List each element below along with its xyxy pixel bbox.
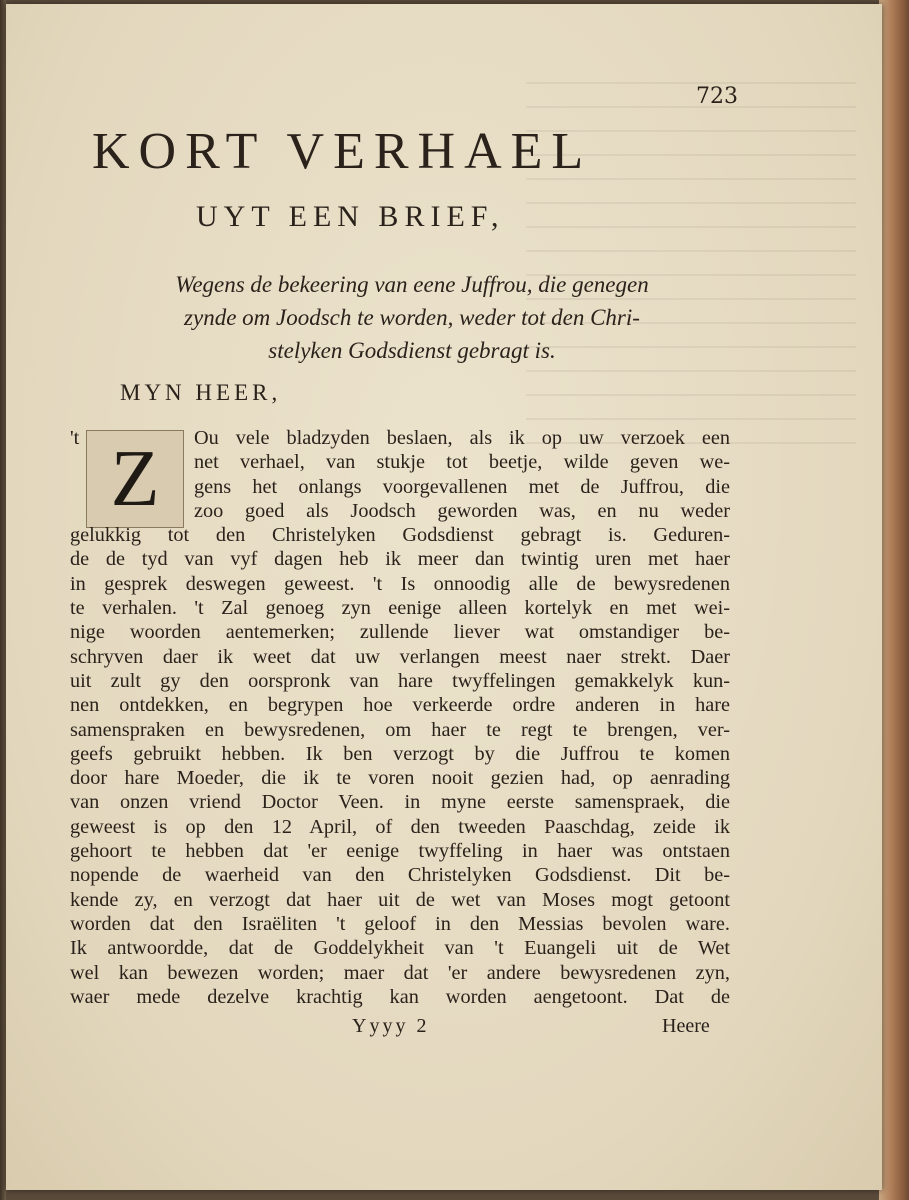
salutation: MYN HEER, bbox=[120, 380, 282, 405]
body-line: nige woorden aentemerken; zullende liever wat omstandiger be- bbox=[70, 621, 730, 644]
page-title: KORT VERHAEL bbox=[92, 123, 593, 180]
body-line: gens het onlangs voorgevallenen met de Juffrou, die bbox=[194, 475, 730, 498]
body-line: nopende de waerheid van den Christelyken Godsdienst. Dit be- bbox=[70, 864, 730, 887]
body-line: wel kan bewezen worden; maer dat 'er andere bewysredenen zyn, bbox=[70, 961, 730, 984]
book-page-edges bbox=[879, 0, 909, 1200]
body-line: geefs gebruikt hebben. Ik ben verzogt by die Juffrou te komen bbox=[70, 742, 730, 765]
signature-mark: Yyyy 2 bbox=[352, 1015, 430, 1037]
decorated-initial-letter: Z bbox=[110, 435, 160, 523]
body-line: nen ontdekken, en begrypen hoe verkeerde ordre anderen in hare bbox=[70, 694, 730, 717]
body-line: de de tyd van vyf dagen heb ik meer dan twintig uren met haer bbox=[70, 548, 730, 571]
body-line: gehoort te hebben dat 'er eenige twyffeling in haer was ontstaen bbox=[70, 840, 730, 863]
italic-line: zynde om Joodsch te worden, weder tot den Chri- bbox=[184, 305, 640, 330]
body-line: in gesprek deswegen geweest. 't Is onnoodig alle de bewysredenen bbox=[70, 572, 730, 595]
italic-line: stelyken Godsdienst gebragt is. bbox=[268, 338, 556, 363]
body-line: samenspraken en bewysredenen, om haer te regt te brengen, ver- bbox=[70, 718, 730, 741]
body-line: uit zult gy den oorspronk van hare twyffelingen gemakkelyk kun- bbox=[70, 669, 730, 692]
body-line bbox=[70, 426, 730, 450]
body-line: waer mede dezelve krachtig kan worden aengetoont. Dat de bbox=[70, 985, 730, 1008]
italic-line: Wegens de bekeering van eene Juffrou, die genegen bbox=[175, 272, 649, 297]
body-line: geweest is op den 12 April, of den tweeden Paaschdag, zeide ik bbox=[70, 815, 730, 838]
body-line: te verhalen. 't Zal genoeg zyn eenige alleen kortelyk en met wei- bbox=[70, 597, 730, 620]
body-line: van onzen vriend Doctor Veen. in myne eerste samenspraek, die bbox=[70, 791, 730, 814]
body-line-text: Ou vele bladzyden beslaen, als ik op uw verzoek een bbox=[194, 427, 730, 449]
body-line: door hare Moeder, die ik te voren nooit gezien had, op aenrading bbox=[70, 767, 730, 790]
body-line: gelukkig tot den Christelyken Godsdienst gebragt is. Geduren- bbox=[70, 524, 730, 547]
body-line: schryven daer ik weet dat uw verlangen meest naer strekt. Daer bbox=[70, 645, 730, 668]
page-number: 723 bbox=[696, 84, 738, 109]
body-line: kende zy, en verzogt dat haer uit de wet van Moses mogt getoont bbox=[70, 888, 730, 911]
body-line: worden dat den Israëliten 't geloof in den Messias bevolen ware. bbox=[70, 912, 730, 935]
body-text bbox=[70, 426, 730, 1009]
dropcap-prefix: 't bbox=[70, 427, 80, 449]
catchword: Heere bbox=[662, 1015, 710, 1037]
body-line: zoo goed als Joodsch geworden was, en nu weder bbox=[194, 499, 730, 522]
page-subtitle: UYT EEN BRIEF, bbox=[196, 200, 505, 233]
body-line: Ik antwoordde, dat de Goddelykheit van 't Euangeli uit de Wet bbox=[70, 937, 730, 960]
italic-heading bbox=[112, 268, 712, 367]
body-line: net verhael, van stukje tot beetje, wilde geven we- bbox=[194, 451, 730, 474]
